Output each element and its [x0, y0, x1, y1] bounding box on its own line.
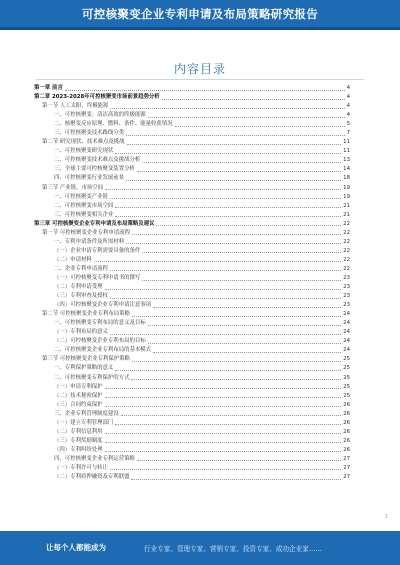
toc-entry[interactable] — [34, 84, 350, 93]
toc-entry-page: 21 — [343, 202, 350, 209]
toc-entry[interactable] — [34, 283, 350, 292]
toc-heading: 内容目录 — [173, 62, 226, 76]
toc-entry-text: （二）专利质押融资及专利联盟 — [54, 474, 130, 481]
toc-leader-dots — [156, 224, 341, 226]
toc-leader-dots — [126, 242, 341, 244]
table-of-contents — [34, 84, 350, 482]
toc-entry[interactable] — [34, 120, 350, 129]
toc-entry-page: 25 — [343, 392, 350, 399]
toc-entry-text: 四、可控核聚变行业发展前景 — [54, 175, 125, 182]
toc-leader-dots — [115, 369, 341, 371]
toc-entry-page: 24 — [343, 311, 350, 318]
toc-entry-text: （四）专利纠纷处理 — [54, 446, 103, 453]
toc-entry-text: 一、专利保护策略的意义 — [54, 365, 114, 372]
toc-entry[interactable] — [34, 383, 350, 392]
toc-entry-page: 4 — [346, 103, 350, 110]
toc-entry-page: 27 — [343, 474, 350, 481]
toc-entry-page: 26 — [343, 437, 350, 444]
toc-entry-text: （一）建立专利管理部门 — [54, 419, 114, 426]
toc-entry-text: 第一章 前言 — [34, 85, 63, 91]
toc-entry-page: 22 — [343, 238, 350, 245]
toc-entry[interactable] — [34, 364, 350, 373]
toc-entry-text: 二、核聚变反应原理、燃料、条件、能量收获情况 — [54, 121, 173, 128]
toc-entry[interactable] — [34, 156, 350, 165]
toc-entry[interactable] — [34, 455, 350, 464]
toc-leader-dots — [162, 98, 345, 100]
toc-entry-text: 二、可控核聚变专利保护的方式 — [54, 374, 130, 381]
toc-entry-text: （四）可控核聚变企业专利申请注意事项 — [54, 302, 152, 309]
toc-leader-dots — [105, 405, 342, 407]
header-bar — [0, 0, 400, 30]
toc-entry[interactable] — [34, 346, 350, 355]
toc-leader-dots — [148, 342, 341, 344]
toc-leader-dots — [131, 478, 341, 480]
toc-leader-dots — [142, 161, 341, 163]
toc-entry[interactable] — [34, 355, 350, 364]
toc-entry-page: 22 — [343, 265, 350, 272]
toc-entry-page: 22 — [343, 220, 350, 227]
toc-entry-text: 三、可控核聚变相关企业 — [54, 211, 114, 218]
toc-entry[interactable] — [34, 446, 350, 455]
toc-entry-page: 22 — [343, 229, 350, 236]
toc-entry[interactable] — [34, 111, 350, 120]
toc-entry[interactable] — [34, 229, 350, 238]
toc-leader-dots — [148, 324, 341, 326]
toc-entry-text: 二、可控核聚变企业专利布局的基本模式 — [54, 347, 152, 354]
toc-entry-text: 三、全球主要可控核聚变装置分析 — [54, 166, 135, 173]
toc-leader-dots — [142, 279, 341, 281]
toc-entry-page: 27 — [343, 455, 350, 462]
toc-entry-text: 第三节 产业链、市场空间 — [42, 184, 104, 191]
toc-leader-dots — [110, 197, 341, 199]
toc-entry-page: 14 — [343, 166, 350, 173]
toc-entry-text: 二、企业专利申请流程 — [54, 265, 108, 272]
toc-entry-text: 第一节 可控核聚变企业专利申请流程 — [42, 229, 130, 236]
toc-leader-dots — [126, 134, 344, 136]
toc-leader-dots — [110, 333, 341, 335]
toc-entry[interactable] — [34, 319, 350, 328]
toc-leader-dots — [126, 179, 341, 181]
toc-leader-dots — [105, 441, 342, 443]
toc-leader-dots — [153, 306, 341, 308]
toc-entry[interactable] — [34, 301, 350, 310]
toc-leader-dots — [115, 152, 341, 154]
toc-entry[interactable] — [34, 464, 350, 473]
toc-entry-text: 第三节 可控核聚变企业专利保护策略 — [42, 356, 130, 363]
toc-entry-text: （二）技术秘密保护 — [54, 392, 103, 399]
toc-entry-text: （一）专利布局的意义 — [54, 329, 108, 336]
toc-entry-text: 二、可控核聚变市场空间 — [54, 202, 114, 209]
toc-entry[interactable] — [34, 138, 350, 147]
toc-entry-page: 25 — [343, 383, 350, 390]
toc-entry-page: 5 — [346, 121, 350, 128]
toc-entry-page: 22 — [343, 256, 350, 263]
toc-entry-page: 7 — [346, 130, 350, 137]
toc-entry-page: 25 — [343, 374, 350, 381]
toc-leader-dots — [105, 188, 341, 190]
toc-entry[interactable] — [34, 202, 350, 211]
toc-entry-page: 4 — [346, 112, 350, 119]
toc-entry-page: 4 — [346, 94, 350, 101]
toc-entry-text: 第二章 2023-2028年可控核聚变市场前景趋势分析 — [34, 94, 160, 101]
footer-tagline: 行业专家、管理专家、营销专家、投资专家、成功企业家…… — [144, 545, 323, 553]
toc-entry[interactable] — [34, 102, 350, 111]
toc-leader-dots — [121, 414, 341, 416]
toc-entry-page: 27 — [343, 464, 350, 471]
toc-leader-dots — [175, 125, 345, 127]
toc-entry-text: （二）申请材料 — [54, 256, 92, 263]
toc-entry[interactable] — [34, 392, 350, 401]
toc-entry-text: （二）可控核聚变企业专利布局的目标 — [54, 338, 146, 345]
toc-entry[interactable] — [34, 274, 350, 283]
toc-entry[interactable] — [34, 437, 350, 446]
toc-entry-text: 四、可控核聚变企业专利运营策略 — [54, 455, 135, 462]
toc-entry[interactable] — [34, 328, 350, 337]
page-number: 1 — [384, 514, 388, 520]
toc-entry-text: 一、可控核聚变专利布局的意义及目标 — [54, 320, 146, 327]
toc-leader-dots — [65, 89, 345, 91]
toc-entry-page: 25 — [343, 365, 350, 372]
toc-entry-text: （一）可控核聚变专利申请书的撰写 — [54, 274, 141, 281]
toc-entry-text: 第三章 可控核聚变企业专利申请及布局策略及建议 — [34, 220, 155, 227]
toc-entry-page: 22 — [343, 247, 350, 254]
toc-entry-text: （一）申请专利保护 — [54, 383, 103, 390]
footer-slogan: 让每个人都能成为 — [46, 543, 106, 552]
toc-divider — [36, 79, 364, 80]
toc-entry-text: （一）专利许可与转让 — [54, 464, 108, 471]
toc-entry[interactable] — [34, 292, 350, 301]
toc-entry-page: 23 — [343, 274, 350, 281]
toc-leader-dots — [105, 288, 342, 290]
toc-entry-text: 一、可控核聚变研究现状 — [54, 148, 114, 155]
toc-entry-text: 三、可控核聚变技术路线分类 — [54, 130, 125, 137]
toc-entry[interactable] — [34, 256, 350, 265]
toc-entry-page: 26 — [343, 419, 350, 426]
toc-leader-dots — [94, 260, 341, 262]
toc-entry-text: 一、可控核聚变：清洁高效的终极能源 — [54, 112, 146, 119]
toc-entry-text: 第二节 研究现状、技术难点及挑战 — [42, 139, 125, 146]
toc-entry[interactable] — [34, 129, 350, 138]
toc-entry-page: 13 — [343, 157, 350, 164]
toc-leader-dots — [132, 360, 341, 362]
toc-leader-dots — [153, 351, 341, 353]
toc-leader-dots — [132, 233, 341, 235]
toc-leader-dots — [105, 396, 342, 398]
toc-entry-text: 一、专利申请条件及所需材料 — [54, 238, 125, 245]
toc-leader-dots — [110, 107, 344, 109]
toc-entry[interactable] — [34, 410, 350, 419]
toc-entry-page: 26 — [343, 401, 350, 408]
toc-entry-page: 11 — [343, 148, 350, 155]
toc-entry[interactable] — [34, 193, 350, 202]
toc-entry-text: （二）专利申请受理 — [54, 284, 103, 291]
toc-leader-dots — [105, 432, 342, 434]
toc-entry-page: 25 — [343, 356, 350, 363]
toc-entry-text: 第二节 可控核聚变企业专利布局策略 — [42, 311, 130, 318]
toc-entry[interactable] — [34, 93, 350, 102]
toc-entry[interactable] — [34, 247, 350, 256]
toc-entry-text: 二、可控核聚变技术难点及挑战分析 — [54, 157, 141, 164]
toc-entry[interactable] — [34, 184, 350, 193]
toc-entry[interactable] — [34, 473, 350, 482]
toc-entry-page: 4 — [346, 85, 350, 91]
toc-entry[interactable] — [34, 419, 350, 428]
toc-entry-page: 11 — [343, 139, 350, 146]
toc-entry-page: 19 — [343, 193, 350, 200]
report-title: 可控核聚变企业专利申请及布局策略研究报告 — [82, 7, 318, 21]
toc-leader-dots — [110, 269, 341, 271]
toc-entry-page: 21 — [343, 211, 350, 218]
toc-leader-dots — [137, 170, 341, 172]
toc-entry-page: 23 — [343, 284, 350, 291]
toc-entry[interactable] — [34, 174, 350, 183]
toc-entry[interactable] — [34, 211, 350, 220]
toc-leader-dots — [137, 459, 341, 461]
toc-entry-text: （三）专利审查及授权 — [54, 293, 108, 300]
toc-entry-page: 23 — [343, 302, 350, 309]
toc-entry-text: 一、可控核聚变产业链 — [54, 193, 108, 200]
toc-entry[interactable] — [34, 265, 350, 274]
toc-leader-dots — [142, 251, 341, 253]
toc-entry-text: （一）企业申请专利需要具备的条件 — [54, 247, 141, 254]
toc-entry-page: 24 — [343, 338, 350, 345]
toc-entry-text: （二）专利信息利用 — [54, 428, 103, 435]
toc-leader-dots — [105, 450, 342, 452]
toc-entry-text: （三）合同约束保护 — [54, 401, 103, 408]
toc-entry-page: 23 — [343, 293, 350, 300]
toc-leader-dots — [110, 297, 341, 299]
toc-entry-page: 26 — [343, 446, 350, 453]
toc-leader-dots — [132, 315, 341, 317]
toc-entry[interactable] — [34, 165, 350, 174]
toc-entry[interactable] — [34, 238, 350, 247]
toc-leader-dots — [105, 387, 342, 389]
toc-entry[interactable] — [34, 337, 350, 346]
toc-leader-dots — [115, 206, 341, 208]
toc-entry[interactable] — [34, 147, 350, 156]
toc-entry[interactable] — [34, 428, 350, 437]
toc-entry-page: 26 — [343, 410, 350, 417]
toc-leader-dots — [115, 423, 341, 425]
toc-entry-text: 三、企业专利管理制度建设 — [54, 410, 119, 417]
toc-leader-dots — [110, 468, 341, 470]
toc-entry-text: （三）专利奖励制度 — [54, 437, 103, 444]
toc-entry-page: 24 — [343, 347, 350, 354]
toc-entry[interactable] — [34, 374, 350, 383]
toc-entry-page: 19 — [343, 184, 350, 191]
toc-entry-page: 18 — [343, 175, 350, 182]
toc-entry[interactable] — [34, 310, 350, 319]
toc-entry[interactable] — [34, 401, 350, 410]
toc-leader-dots — [127, 143, 342, 145]
toc-leader-dots — [131, 378, 341, 380]
toc-entry[interactable] — [34, 220, 350, 229]
toc-leader-dots — [148, 116, 345, 118]
toc-entry-page: 26 — [343, 428, 350, 435]
toc-entry-page: 24 — [343, 320, 350, 327]
header-strip — [0, 27, 400, 30]
toc-leader-dots — [115, 215, 341, 217]
toc-entry-page: 24 — [343, 329, 350, 336]
footer-bar — [0, 531, 400, 565]
toc-entry-text: 第一节 人工太阳，终极能源 — [42, 103, 109, 110]
